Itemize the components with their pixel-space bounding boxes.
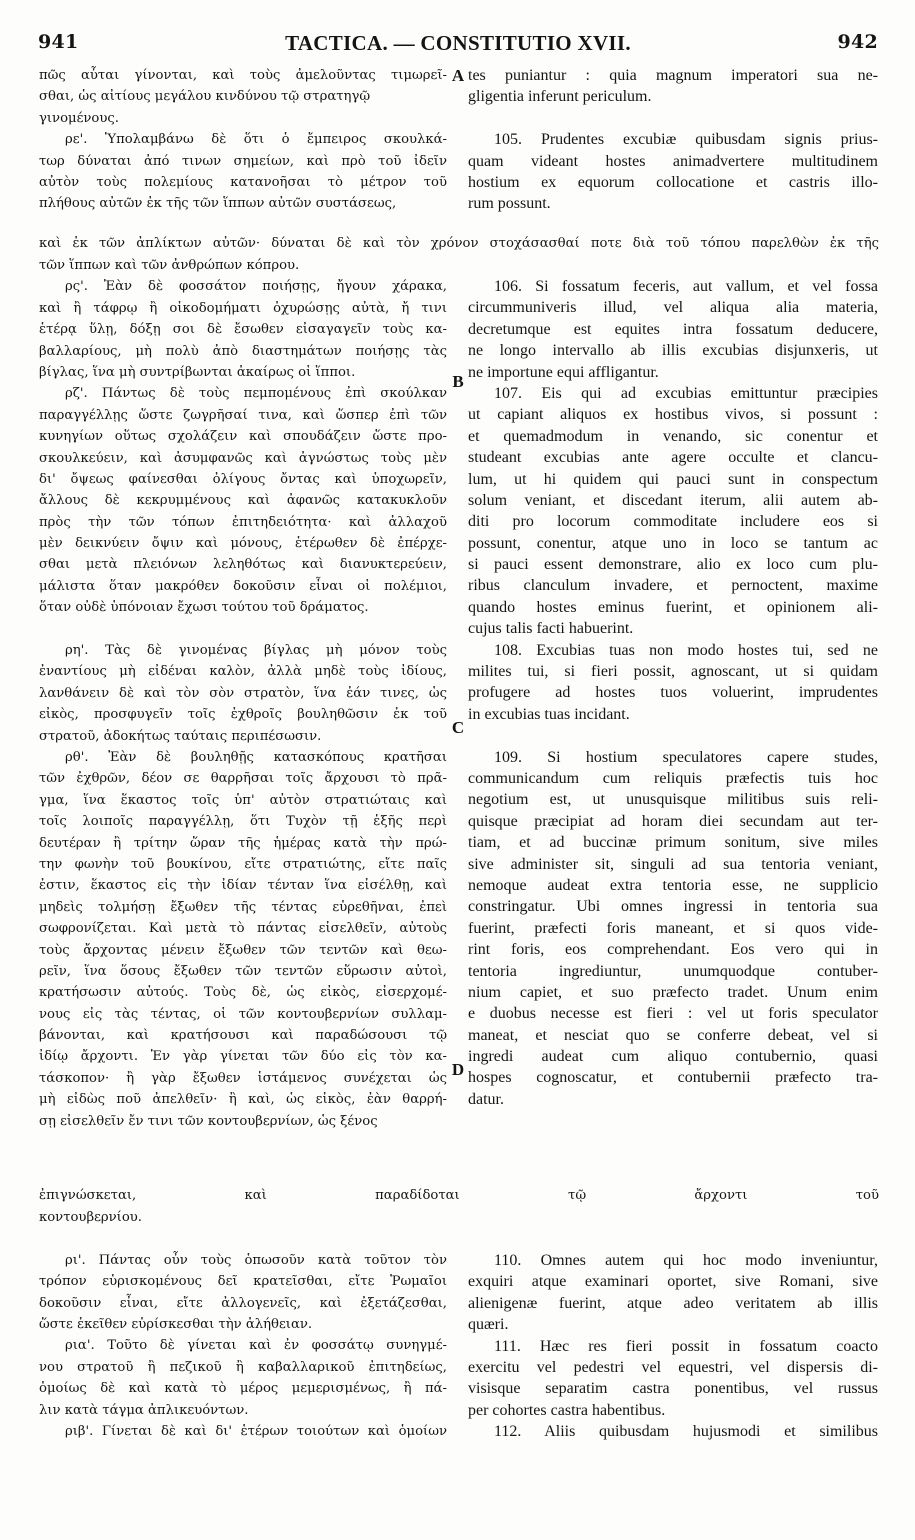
text-line: πῶς αὗται γίνονται, καὶ τοὺς ἀμελοῦντας τιμωρεῖ- — [39, 68, 447, 83]
text-line: βίγλας, ἵνα μὴ συντρίβωνται ἀκαίρως οἱ ἵπποι. — [39, 364, 356, 380]
text-line: νου στρατοῦ ἢ πεζικοῦ ἢ καβαλλαρικοῦ ἐπιτηδείως, — [39, 1359, 447, 1375]
text-line: πλήθους αὐτῶν ἐκ τῆς τῶν ἵππων αὐτῶν συστάσεως, — [39, 196, 397, 212]
text-line: ne importune equi affligantur. — [468, 363, 659, 381]
page-number-left: 941 — [38, 31, 79, 53]
text-line: per cohortes castra habentibus. — [468, 1401, 666, 1419]
text-line — [468, 108, 878, 129]
text-line: decretumque est equites intra fossatum deducere, — [468, 320, 878, 338]
greek-column-block-1 — [39, 65, 447, 215]
text-line: ὥστε ἐκεῖθεν εὑρίσκεσθαι τὴν ἀλήθειαν. — [39, 1316, 313, 1332]
greek-column-block-3 — [39, 1207, 447, 1442]
text-line: 109. Si hostium speculatores capere studes, — [494, 748, 878, 766]
text-line: λιν κατὰ τάγμα ἀπλικευόντων. — [39, 1402, 249, 1418]
text-line: 106. Si fossatum feceris, aut vallum, et vel fossa — [494, 278, 878, 295]
text-line: τωρ δύναται ἀπό τινων σημείων, καὶ πρὸ τοῦ ἰδεῖν — [39, 153, 447, 169]
text-line: tes puniantur : quia magnum imperatori sua ne- — [468, 67, 878, 84]
text-line: νους εἰς τὰς τέντας, οἱ τῶν κοντουβερνίων συλλαμ- — [39, 1006, 447, 1022]
text-line: την φωνὴν τοῦ βουκίνου, εἴτε στρατιώτης, εἴτε παῖς — [39, 856, 447, 872]
text-line: ρθ'. Ἐὰν δὲ βουληθῇς κατασκόπους κρατῆσαι — [65, 749, 447, 765]
text-line: quam videant hostes animadvertere multitudinem — [468, 152, 878, 170]
text-line: quisque præcipiat ad horam diei secundam aut ter- — [468, 812, 878, 830]
text-line: ρη'. Τὰς δὲ γινομένας βίγλας μὴ μόνον τοὺς — [65, 643, 447, 659]
text-line: 110. Omnes autem qui hoc modo inveniuntur, — [494, 1252, 878, 1269]
text-line: constringatur. Ubi omnes ingressi in tentoria sua — [468, 898, 878, 916]
text-line: tiam, et ad buccinæ primum sonitum, sive miles — [468, 834, 878, 852]
text-line: γινομένους. — [39, 110, 119, 126]
text-line: ribus clanculum invadere, et pernoctent, maxime — [468, 577, 878, 595]
text-line: τῶν ἐχθρῶν, δέον σε θαρρῆσαι τοῖς ἄρχουσι τὸ πρᾶ- — [39, 771, 447, 787]
text-line: ρζ'. Πάντως δὲ τοὺς πεμπομένους ἐπὶ σκούλκαν — [65, 386, 447, 402]
latin-column-block-1 — [468, 65, 878, 215]
text-line: solum veniant, et discedant iterum, alii autem ab- — [468, 491, 878, 509]
text-line: παραγγέλλῃς ὥστε ζωγρῆσαί τινα, καὶ ὥσπερ ἐπὶ τῶν — [39, 407, 447, 423]
text-line: sive administer sit, singuli ad sua tentoria veniant, — [468, 855, 878, 873]
text-line: βαλλαρίους, μὴ πολὺ ἀπὸ διαστημάτων ποιήσῃς τὰς — [39, 343, 447, 359]
text-line: gligentia inferunt periculum. — [468, 88, 652, 106]
text-line: ingredi audeat cum aliquo contubernio, quasi — [468, 1048, 878, 1066]
text-line: δευτέραν ἢ τρίτην ὥραν τῆς ἡμέρας κατὰ τὴν πρώ- — [39, 835, 447, 851]
text-line: σθαι μετὰ πλειόνων λεληθότως καὶ διανυκτερεύειν, — [39, 557, 447, 573]
text-line: ὅταν οὐδὲ ὑπόνοιαν ἔχωσι τούτου τοῦ δράματος. — [39, 600, 369, 616]
text-line: μὴ εἰδὼς ποῦ ἀπελθεῖν· ἢ καὶ, ὡς εἰκὸς, ἐὰν θαρρή- — [39, 1092, 447, 1108]
text-line: κοντουβερνίου. — [39, 1210, 142, 1225]
text-line: καὶ ἢ τάφρῳ ἢ οἰκοδομήματι ὀχυρώσῃς αὐτὰ, ἤ τινι — [39, 300, 447, 316]
greek-column-block-2 — [39, 255, 447, 1132]
text-line: datur. — [468, 1090, 504, 1108]
text-line: lum, ut hi quidem qui pauci sunt in conspectum — [468, 470, 878, 488]
text-line: 105. Prudentes excubiæ quibusdam signis prius- — [494, 131, 878, 149]
text-line: τάσκοπον· ἢ γὰρ ἔξωθεν ἱστάμενος συνέχεται ὡς — [39, 1070, 447, 1086]
text-line: ἐναντίους μὴ εἰδέναι καλὸν, ἀλλὰ μηδὲ τοὺς ἰδίους, — [39, 664, 447, 680]
text-line: γμα, ἵνα ἕκαστος τοῖς ὑπ' αὐτὸν στρατιώταις καὶ — [39, 792, 447, 808]
text-line: σθαι, ὡς αἰτίους μεγάλου κινδύνου τῷ στρατηγῷ — [39, 89, 371, 105]
text-line: μάλιστα ὅταν μακρόθεν δοκοῦσιν εἶναι οἱ πολέμιοι, — [39, 578, 447, 594]
text-line: negotium est, ut unusquisque militibus suis reli- — [468, 791, 878, 809]
text-line: profugere ad hostes tuos voluerint, imprudentes — [468, 684, 878, 702]
text-line: rint foris, eos comprehendant. Eos vero qui in — [468, 941, 878, 959]
text-line: nemoque audeat extra tentoria esse, ne supplicio — [468, 876, 878, 894]
text-line: communicandum cum reliquis præfectis tuis hoc — [468, 769, 878, 787]
page-number-right: 942 — [837, 31, 878, 53]
text-line: hospes cognoscatur, et contubernii præfecto tra- — [468, 1069, 878, 1087]
text-line: studeant excubias ante agere occulte et clancu- — [468, 449, 878, 467]
text-line: ἐστιν, ἕκαστος εἰς τὴν ἰδίαν τένταν ἵνα εἰσέλθῃ, καὶ — [39, 878, 447, 894]
text-line: cujus talis facti habuerint. — [468, 620, 634, 638]
text-line: fuerint, præfecti foris maneant, et si quos vide- — [468, 919, 878, 937]
text-line: ὁμοίως δὲ καὶ κατὰ τὸ μέρος μεμερισμένως, ἢ πά- — [39, 1381, 447, 1397]
greek-spanning-line-2: ἐπιγνώσκεται, καὶ παραδίδοται τῷ ἄρχοντι τοῦ — [39, 1188, 879, 1203]
text-line: τρόπον εὑρισκομένους δεῖ κρατεῖσθαι, εἴτε Ῥωμαῖοι — [39, 1274, 447, 1290]
text-line: e duobus necesse est fieri : vel ut foris speculator — [468, 1005, 878, 1023]
text-line: εἰκὸς, προσφυγεῖν τοῖς ἐχθροῖς βουληθῶσιν ἐκ τοῦ — [39, 707, 447, 723]
text-line: τοὺς ἄρχοντας μένειν ἔξωθεν τῶν τεντῶν καὶ θεω- — [39, 942, 447, 958]
text-line: quando hostes eminus fuerint, et opinionem ali- — [468, 598, 878, 616]
text-line: 111. Hæc res fieri possit in fossatum coacto — [494, 1337, 878, 1355]
text-line: μὲν δεικνύειν ὄψιν καὶ μόνους, ἑτέρωθεν δὲ ἐπέρχε- — [39, 536, 447, 552]
text-line: τῶν ἵππων καὶ τῶν ἀνθρώπων κόπρου. — [39, 258, 300, 273]
text-line: quæri. — [468, 1316, 509, 1334]
text-line: in excubias tuas incidant. — [468, 705, 630, 723]
text-line: si pauci essent demonstrare, alio ex loco cum plu- — [468, 556, 878, 574]
text-line: hostium ex equorum collocatione et castris illo- — [468, 173, 878, 191]
text-line: στρατοῦ, ἀδοκήτως ταύταις περιπέσωσιν. — [39, 728, 322, 744]
text-line: δι' ὄψεως φαίνεσθαι ὀλίγους ὄντας καὶ ὑποχωρεῖν, — [39, 471, 447, 487]
text-line: αὐτὸν τοὺς πολεμίους κατανοῆσαι τὸ μέτρον τοῦ — [39, 174, 447, 190]
margin-letter-b: B — [452, 372, 464, 391]
running-title: TACTICA. — CONSTITUTIO XVII. — [285, 31, 631, 55]
text-line: tentoria ingrediuntur, unumquodque contuber- — [468, 962, 878, 980]
margin-letter-c: C — [451, 718, 465, 737]
page-header — [38, 31, 878, 59]
text-line: κυνηγίων οὕτως σχολάζειν καὶ σπουδάζειν ὥστε προ- — [39, 429, 447, 445]
text-line: λανθάνειν δὲ καὶ τὸν σὸν στρατὸν, ἵνα ἐάν τινες, ὡς — [39, 685, 447, 701]
text-line: visisque separatim castra ponentibus, vel russus — [468, 1380, 878, 1398]
text-line: possunt, conentur, atque uno in loco se tantum ac — [468, 534, 878, 552]
greek-spanning-line-1: καὶ ἐκ τῶν ἀπλίκτων αὐτῶν· δύναται δὲ καὶ τὸν χρόνον στοχάσασθαί ποτε διὰ τοῦ τόπου παρελθὼν ἐκ τῆς — [39, 236, 879, 251]
text-line: ἰδίῳ ἄρχοντι. Ἐν γὰρ γίνεται τῶν δύο εἰς τὸν κα- — [39, 1049, 447, 1065]
text-line: ρε'. Ὑπολαμβάνω δὲ ὅτι ὁ ἔμπειρος σκουλκά- — [65, 132, 447, 148]
latin-column-block-3 — [468, 1250, 878, 1443]
text-line: maneat, et nesciat quo se conferre debeat, vel si — [468, 1026, 878, 1044]
text-line: ἄλλους δὲ κεκρυμμένους καὶ ἀφανῶς κατακυκλοῦν — [39, 493, 447, 509]
text-line: et quemadmodum in venando, sic conentur et — [468, 427, 878, 445]
text-line: ρια'. Τοῦτο δὲ γίνεται καὶ ἐν φοσσάτῳ συνηγμέ- — [65, 1338, 447, 1354]
text-line: ἑτέρᾳ ὕλῃ, δόξῃ σοι δὲ ἔσωθεν εἰσαγαγεῖν τοὺς κα- — [39, 322, 447, 338]
text-line: alienigenæ fuerint, atque adeo veritatem ab illis — [468, 1294, 878, 1312]
margin-letter-d: D — [451, 1060, 465, 1079]
text-line: ρι'. Πάντας οὖν τοὺς ὁπωσοῦν κατὰ τοῦτον τὸν — [65, 1252, 447, 1268]
text-line: σῃ εἰσελθεῖν ἔν τινι τῶν κοντουβερνίων, ὡς ξένος — [39, 1113, 378, 1129]
text-line: μηδεὶς τολμήσῃ ἔξωθεν τῆς τέντας εὑρεθῆναι, ἐπεὶ — [39, 899, 447, 915]
text-line: exquiri atque examinari oportet, sive Romani, sive — [468, 1273, 878, 1291]
text-line: 107. Eis qui ad excubias emittuntur præcipies — [494, 384, 878, 402]
text-line: rum possunt. — [468, 195, 551, 213]
text-line: ne longo intervallo ab illis excubias disjunxeris, ut — [468, 342, 878, 360]
text-line: σωφρονίζεται. Καὶ μετὰ τὸ πάντας εἰσελθεῖν, αὐτοὺς — [39, 921, 447, 937]
text-line: βάνονται, καὶ κρατήσουσι καὶ παραδώσουσι τῷ — [39, 1028, 447, 1044]
text-line: σκουλκεύειν, καὶ ἀσυμφανῶς καὶ ἀγνώστως τοὺς μὲν — [39, 450, 447, 466]
text-line: ριβ'. Γίνεται δὲ καὶ δι' ἑτέρων τοιούτων καὶ ὁμοίων — [65, 1423, 447, 1439]
text-line: κρατήσωσιν αὐτούς. Τοὺς δὲ, ὡς εἰκὸς, εἰσερχομέ- — [39, 985, 447, 1001]
text-line: nium capiet, et suo præfecto tradet. Unum enim — [468, 983, 878, 1001]
text-line: milites tui, si fieri possit, agnoscant, ut si quidam — [468, 663, 878, 681]
text-line: diti pro locorum commoditate includere eos si — [468, 513, 878, 531]
text-line: 108. Excubias tuas non modo hostes tui, sed ne — [494, 641, 878, 659]
text-line: ut capiant aliquos ex hostibus vivos, si possunt : — [468, 406, 878, 424]
text-line: τοῖς λοιποῖς παραγγέλλῃ, ὅτι Τυχὸν τῇ ἑξῆς περὶ — [39, 814, 447, 830]
text-line: exercitu vel pedestri vel equestri, vel dispersis di- — [468, 1358, 878, 1376]
text-line: ρς'. Ἐὰν δὲ φοσσάτον ποιήσῃς, ἤγουν χάρακα, — [65, 279, 447, 295]
text-line: δοκοῦσιν εἶναι, εἴτε ἀλλογενεῖς, καὶ ἐξετάζεσθαι, — [39, 1295, 447, 1311]
text-line: circummuniveris illud, vel aliqua alia materia, — [468, 299, 878, 317]
margin-letter-a: A — [451, 66, 465, 85]
latin-column-block-2 — [468, 276, 878, 1110]
text-line: 112. Aliis quibusdam hujusmodi et similibus — [494, 1423, 878, 1441]
text-line: πρὸς τὴν τῶν τόπων ἐπιτηδειότητα· καὶ ἀλλαχοῦ — [39, 514, 447, 530]
text-line: ρεῖν, ἵνα ὅσους ἔξωθεν τῶν τεντῶν εὕρωσιν αὐτοὶ, — [39, 963, 447, 979]
